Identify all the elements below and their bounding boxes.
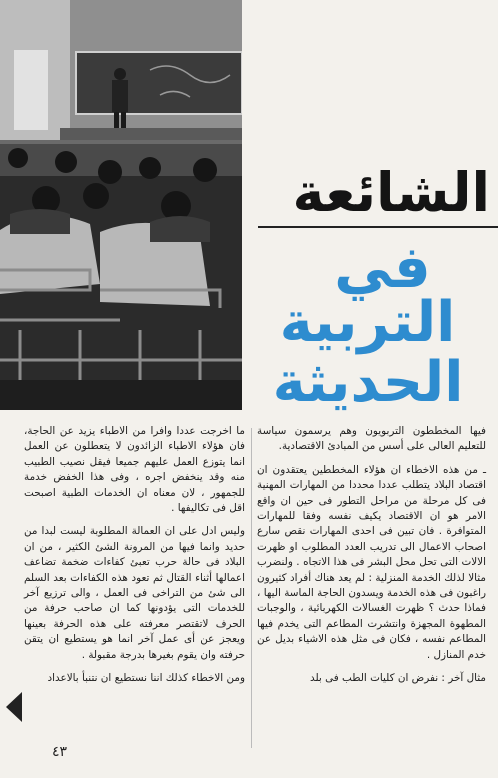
title-line-2: في — [334, 233, 431, 301]
lecture-hall-photo — [0, 0, 242, 410]
title-line-3: التربية — [279, 290, 456, 355]
title-line-1: الشائعة — [292, 161, 490, 224]
right-text-column — [257, 424, 486, 695]
column-divider — [251, 428, 252, 748]
paragraph: ما اخرجت عددا وافرا من الاطباء يزيد عن الحاجة، فان هؤلاء الاطباء الزائدون لا يتعطلون عن العمل انما يتوزع العمل عليهم جميعا فيقل نصيب الطبيب منه وقد ينخفض اجره ، وفى هذا الخفض خدمة للجمهور ، لان معناه ان الخدمات الطبية اصبحت اقل فى تكاليفها . — [24, 425, 245, 515]
continue-arrow-icon — [6, 692, 22, 722]
title-line-4: الحديثة — [272, 350, 464, 415]
paragraph: مثال آخر : نفرض ان كليات الطب فى بلد — [309, 672, 486, 685]
paragraph: وليس ادل على ان العمالة المطلوبة ليست لبدا من حديد وانما فيها من المرونة الشئ الكثير ، من ان البلاد فى حالة حرب تعبئ كفاءات ضخمة تضاعف اعمالها أثناء القتال ثم تعود هذه الكفاءات بعد السلم الى شئ من التراخى فى العمل ، والى ترزيع آخر للخدمات التى يؤدونها كما ان صاحب حرفة من الحرف لاتقتصر معرفته على هذه الحرفة بعينها ويعجز عن أى عمل آخر انما هو يستطيع ان يتقن حرفته وان يقوم بغيرها بدرجة مقبولة . — [24, 525, 245, 661]
page-number: ٤٣ — [52, 744, 68, 760]
lecture-hall-illustration — [0, 0, 242, 410]
left-text-column — [24, 424, 245, 695]
title-rule — [258, 226, 498, 228]
paragraph: ومن الاخطاء كذلك اننا نستطيع ان نتنبأ بالاعداد — [47, 672, 245, 685]
paragraph: فيها المخططون التربويون وهم يرسمون سياسة للتعليم العالى على أسس من المبادئ الاقتصادية. — [257, 425, 486, 453]
paragraph: ـ من هذه الاخطاء ان هؤلاء المخططين يعتقدون ان اقتصاد البلاد يتطلب عددا محددا من المهارات المهنية فى كل مرحلة من مراحل التطور فى حين ان واقع الامر هو ان الاقتصاد يكيف نفسه وفقا للمهارات المتوافرة . فان تبين فى احدى المهارات نقص سارع اصحاب الاعمال الى تدريب العدد المطلوب او ظهرت الالات التى تحل محل البشر فى هذا الاتجاه . ولنضرب مثالا لذلك الخدمة المنزلية : لم يعد هناك أفراد كثيرون راغبون فى هذه الخدمة ويسدون الحاجة الماسة اليها ، فماذا حدث ؟ ظهرت الغسالات الكهربائية ، والوجبات المطهوة المجهزة وانتشرت المطاعم التى يخدم فيها المطاعم نفسه ، فكان فى مثل هذه الاشياء بديل عن خدم المنازل . — [257, 463, 486, 661]
